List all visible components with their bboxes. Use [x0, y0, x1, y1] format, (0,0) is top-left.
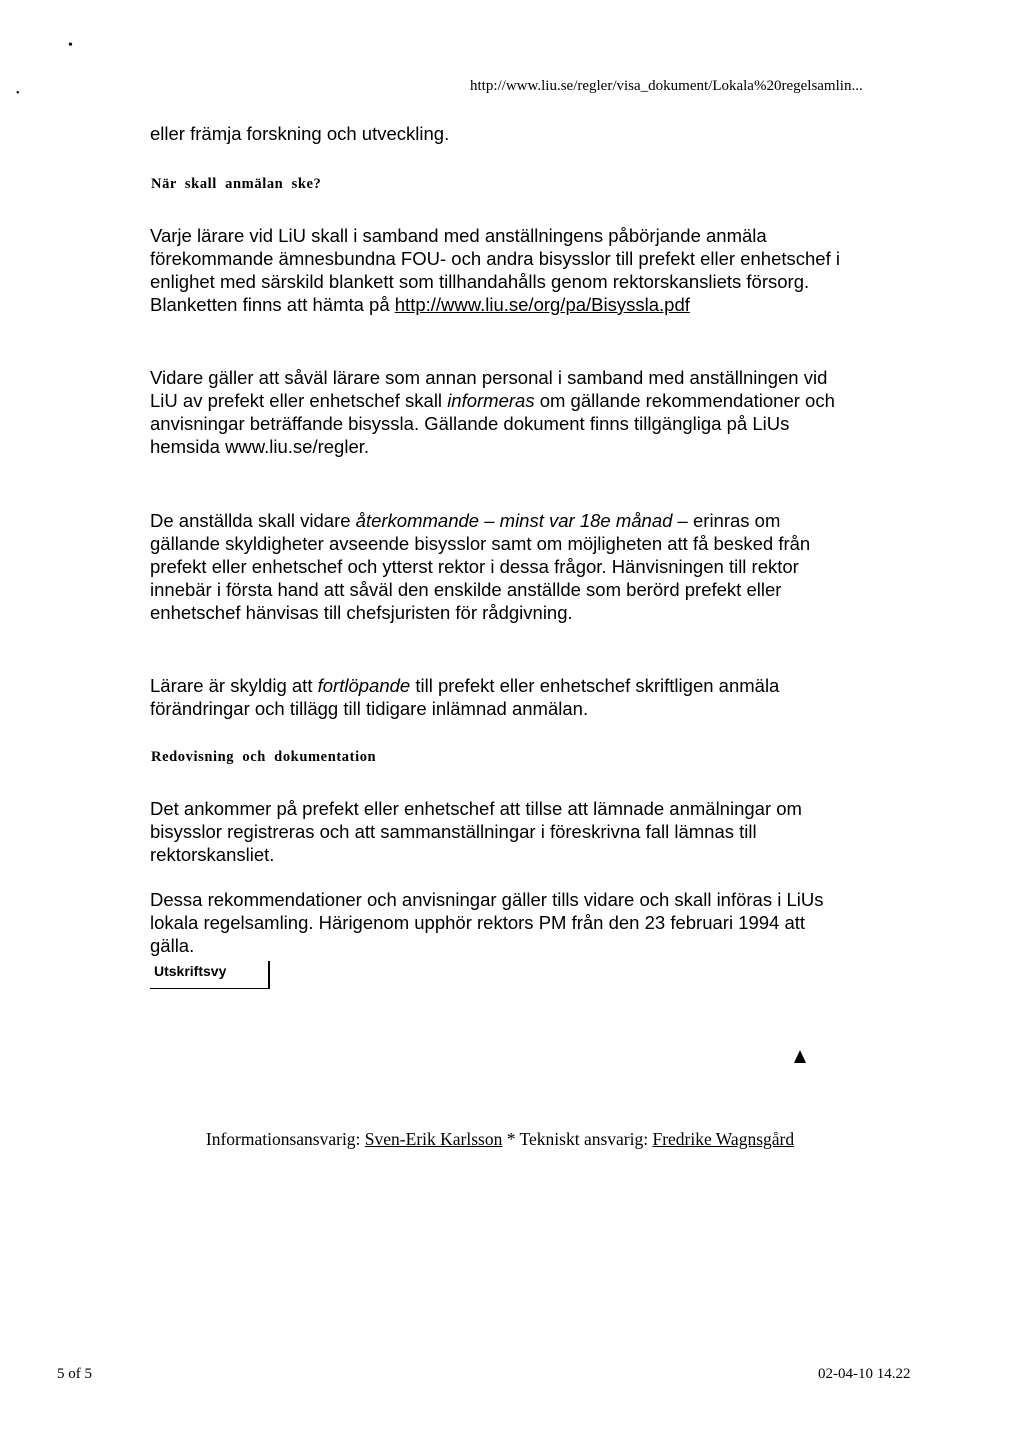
intro-line: eller främja forskning och utveckling. [150, 123, 450, 144]
header-url: http://www.liu.se/regler/visa_dokument/Lokala%20regelsamlin... [470, 78, 863, 94]
paragraph-text: om gällande rekommendationer och anvisningar beträffande bisyssla. Gällande dokument finns tillgängliga på LiUs hemsida www.liu.se/regler. [150, 390, 835, 457]
paragraph-text: De anställda skall vidare [150, 510, 356, 531]
tech-responsible-label: Tekniskt ansvarig: [519, 1129, 649, 1149]
print-view-button[interactable]: Utskriftsvy [150, 961, 270, 989]
info-responsible-label: Informationsansvarig: [205, 1129, 361, 1149]
paragraph-text: Vidare gäller att såväl lärare som annan personal i samband med anställningen vid LiU av prefekt eller enhetschef skall [150, 367, 828, 411]
info-responsible-link[interactable]: Sven-Erik Karlsson [364, 1129, 503, 1149]
paragraph-notification [150, 224, 850, 316]
paragraph-registration: Det ankommer på prefekt eller enhetschef att tillse att lämnade anmälningar om bisysslor registreras och att sammanställningar i föreskrivna fall lämnas till rektorskansliet. [150, 798, 802, 865]
dash-separator: – [479, 510, 500, 531]
credits-separator: * [502, 1129, 520, 1149]
section-heading-when: När skall anmälan ske? [151, 176, 322, 192]
paragraph-information [150, 366, 850, 458]
footer-credits [150, 1128, 850, 1150]
paragraph-ongoing [150, 674, 850, 720]
paragraph-validity: Dessa rekommendationer och anvisningar gäller tills vidare och skall införas i LiUs lokala regelsamling. Härigenom upphör rektors PM från den 23 februari 1994 att gälla. [150, 889, 824, 956]
section-heading-reporting: Redovisning och dokumentation [151, 749, 377, 765]
paragraph-text: – erinras om gällande skyldigheter avseende bisysslor samt om möjligheten att få besked från prefekt eller enhetschef och ytterst rektor i dessa frågor. Hänvisningen till rektor innebär i första hand att såväl den enskilde anställde som berörd prefekt eller enhetschef hänvisas till chefsjuristen för rådgivning. [150, 510, 811, 623]
tech-responsible-link[interactable]: Fredrike Wagnsgård [652, 1129, 795, 1149]
print-timestamp: 02-04-10 14.22 [818, 1366, 911, 1382]
paragraph-reminder [150, 509, 850, 624]
up-arrow-icon[interactable] [794, 1050, 806, 1063]
scan-speck: • [68, 38, 73, 53]
emphasis-text: minst var 18e månad [499, 510, 673, 531]
paragraph-text: till prefekt eller enhetschef skriftligen anmäla förändringar och tillägg till tidigare inlämnad anmälan. [150, 675, 780, 719]
paragraph-text: Varje lärare vid LiU skall i samband med anställningens påbörjande anmäla förekommande ämnesbundna FOU- och andra bisysslor till prefekt eller enhetschef i enlighet med särskild blankett som tillhandahålls genom rektorskansliets försorg. Blanketten finns att hämta på [150, 225, 840, 315]
form-pdf-link[interactable]: http://www.liu.se/org/pa/Bisyssla.pdf [394, 294, 690, 315]
scan-speck: • [16, 88, 20, 99]
emphasis-text: fortlöpande [317, 675, 411, 696]
emphasis-text: återkommande [355, 510, 480, 531]
page-number: 5 of 5 [57, 1366, 92, 1382]
emphasis-text: informeras [447, 390, 535, 411]
paragraph-text: Lärare är skyldig att [150, 675, 318, 696]
